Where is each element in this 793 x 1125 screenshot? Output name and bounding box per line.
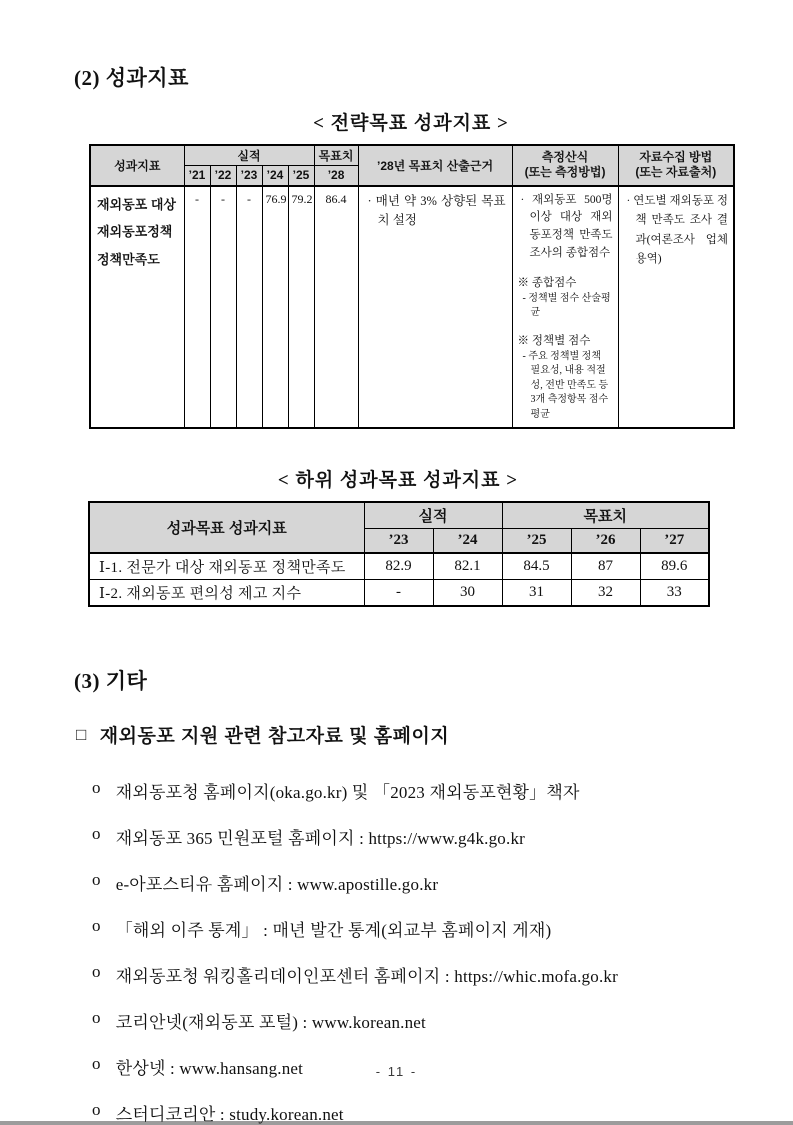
table-header-row xyxy=(90,145,734,166)
sub-header-row xyxy=(89,502,709,529)
header-method-line2: (또는 측정방법) xyxy=(524,165,606,180)
header-source xyxy=(618,145,734,186)
circle-bullet-icon: o xyxy=(92,777,101,797)
row-value: 33 xyxy=(640,579,709,606)
section-2-heading: (2) 성과지표 xyxy=(74,66,189,90)
header-year-24: ’24 xyxy=(262,166,288,186)
circle-bullet-icon: o xyxy=(92,869,101,889)
actual-value-23: - xyxy=(236,186,262,429)
row-value: 84.5 xyxy=(502,553,571,580)
circle-bullet-icon: o xyxy=(92,1053,101,1073)
method-note2-title: ※ 정책별 점수 xyxy=(517,334,591,347)
circle-bullet-icon: o xyxy=(92,823,101,843)
section-3-heading: (3) 기타 xyxy=(74,668,148,693)
header-year-21: ’21 xyxy=(184,166,210,186)
header-actual-group: 실적 xyxy=(184,145,314,166)
method-cell xyxy=(512,186,618,429)
list-item-text: 한상넷 : www.hansang.net xyxy=(115,1058,304,1078)
indicator-line: 정책만족도 xyxy=(97,252,160,268)
list-item xyxy=(92,778,735,803)
basis-text: · 매년 약 3% 상향된 목표치 설정 xyxy=(367,193,506,227)
list-item-text: 스터디코리안 : study.korean.net xyxy=(115,1104,344,1124)
source-cell xyxy=(618,186,734,429)
sub-goal-indicator-table xyxy=(88,501,710,607)
list-item xyxy=(92,870,735,895)
header-method xyxy=(512,145,618,186)
basis-cell xyxy=(358,186,512,429)
source-text: · 연도별 재외동포 정책 만족도 조사 결과(여론조사 업체 용역) xyxy=(626,194,729,266)
indicator-name-cell xyxy=(90,186,184,429)
actual-value-21: - xyxy=(184,186,210,429)
header-source-line1: 자료수집 방법 xyxy=(639,150,713,165)
sub-table-title: < 하위 성과목표 성과지표 > xyxy=(277,470,519,492)
header-year-28: ’28 xyxy=(314,166,358,186)
header-method-line1: 측정산식 xyxy=(541,150,589,165)
row-value: 82.1 xyxy=(433,553,502,580)
circle-bullet-icon: o xyxy=(92,1007,101,1027)
method-note2-item: - 주요 정책별 정책 필요성, 내용 적절성, 전반 만족도 등 3개 측정항목 점수 평균 xyxy=(522,350,609,420)
table-row xyxy=(89,579,709,606)
list-item xyxy=(92,1008,735,1033)
header-target-group: 목표치 xyxy=(314,145,358,166)
list-item-text: 재외동포청 홈페이지(oka.go.kr) 및 「2023 재외동포현황」책자 xyxy=(115,782,580,802)
row-value: 89.6 xyxy=(640,553,709,580)
sub-header-target-group: 목표치 xyxy=(502,502,709,529)
list-item-text: 재외동포청 워킹홀리데이인포센터 홈페이지 : https://whic.mofa.go.kr xyxy=(115,966,618,986)
strategic-indicator-table xyxy=(89,144,735,429)
page-number: - 11 - xyxy=(375,1064,418,1079)
list-item-text: 재외동포 365 민원포털 홈페이지 : https://www.g4k.go.kr xyxy=(115,828,526,848)
row-value: 31 xyxy=(502,579,571,606)
sub-header-year-27: ’27 xyxy=(640,529,709,553)
circle-bullet-icon: o xyxy=(92,961,101,981)
references-heading xyxy=(76,721,735,748)
indicator-line: 재외동포 대상 xyxy=(97,196,176,212)
strategic-table-title: < 전략목표 성과지표 > xyxy=(313,113,509,134)
actual-value-22: - xyxy=(210,186,236,429)
sub-header-year-26: ’26 xyxy=(571,529,640,553)
sub-header-year-25: ’25 xyxy=(502,529,571,553)
header-year-25: ’25 xyxy=(288,166,314,186)
references-heading-text: 재외동포 지원 관련 참고자료 및 홈페이지 xyxy=(99,725,450,747)
row-value: 82.9 xyxy=(364,553,433,580)
sub-header-year-23: ’23 xyxy=(364,529,433,553)
sub-header-year-24: ’24 xyxy=(433,529,502,553)
indicator-line: 재외동포정책 xyxy=(97,224,173,240)
header-source-line2: (또는 자료출처) xyxy=(635,165,717,180)
list-item xyxy=(92,1100,735,1125)
list-item xyxy=(92,824,735,849)
sub-table-block xyxy=(88,465,708,607)
row-value: 87 xyxy=(571,553,640,580)
header-indicator: 성과지표 xyxy=(90,145,184,186)
target-value-28: 86.4 xyxy=(314,186,358,429)
row-value: - xyxy=(364,579,433,606)
list-item-text: 「해외 이주 통계」 : 매년 발간 통계(외교부 홈페이지 게재) xyxy=(115,920,552,940)
header-year-23: ’23 xyxy=(236,166,262,186)
row-label: Ⅰ-2. 재외동포 편의성 제고 지수 xyxy=(89,579,364,606)
row-label: Ⅰ-1. 전문가 대상 재외동포 정책만족도 xyxy=(89,553,364,580)
list-item-text: e-아포스티유 홈페이지 : www.apostille.go.kr xyxy=(115,874,439,894)
header-year-22: ’22 xyxy=(210,166,236,186)
method-note1-title: ※ 종합점수 xyxy=(517,276,577,289)
list-item-text: 코리안넷(재외동포 포털) : www.korean.net xyxy=(115,1012,426,1032)
square-bullet-icon: □ xyxy=(76,724,87,744)
list-item xyxy=(92,916,735,941)
method-main-text: · 재외동포 500명 이상 대상 재외동포정책 만족도 조사의 종합점수 xyxy=(520,193,613,259)
method-note1-item: - 정책별 점수 산술평균 xyxy=(522,292,611,319)
table-row xyxy=(90,186,734,429)
sub-header-actual-group: 실적 xyxy=(364,502,502,529)
list-item xyxy=(92,962,735,987)
table-row xyxy=(89,553,709,580)
circle-bullet-icon: o xyxy=(92,1099,101,1119)
row-value: 30 xyxy=(433,579,502,606)
circle-bullet-icon: o xyxy=(92,915,101,935)
row-value: 32 xyxy=(571,579,640,606)
header-basis: ’28년 목표치 산출근거 xyxy=(358,145,512,186)
strategic-table-block xyxy=(89,108,733,429)
sub-header-indicator: 성과목표 성과지표 xyxy=(89,502,364,553)
actual-value-25: 79.2 xyxy=(288,186,314,429)
actual-value-24: 76.9 xyxy=(262,186,288,429)
